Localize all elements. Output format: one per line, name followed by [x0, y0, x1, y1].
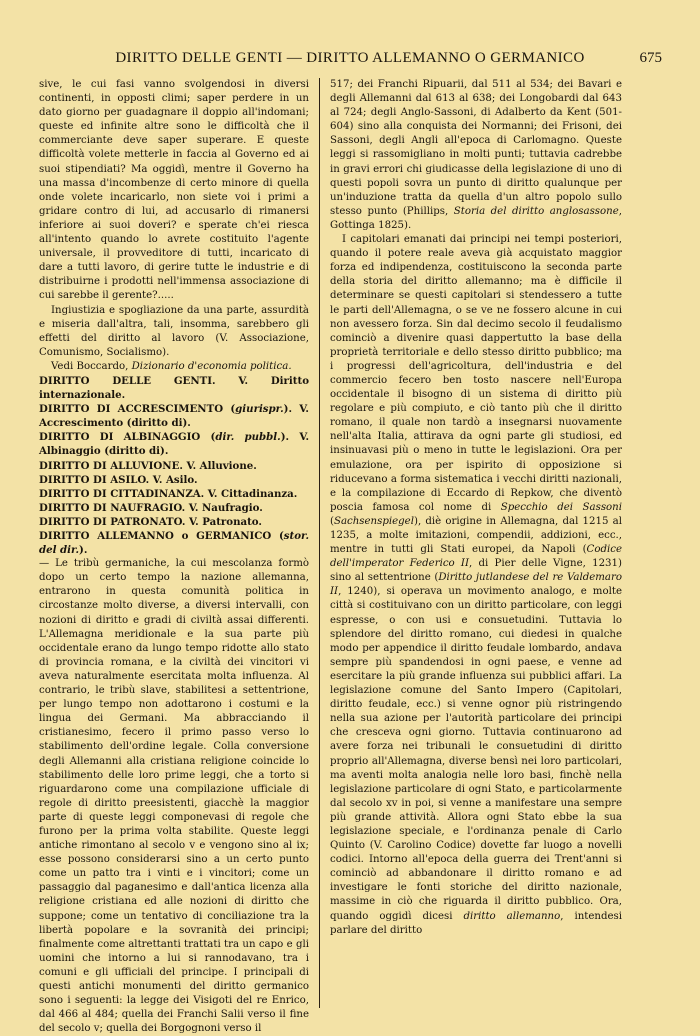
- entry-category: stor. del dir.: [39, 530, 309, 557]
- text-run: ), diè origine in Allemagna, dal 1215 al 1235, a molte imitazioni, compendii, addizioni, ecc., mentre in tutti gli Stati europei, da Napoli (: [330, 515, 622, 556]
- paragraph: Ingiustizia e spogliazione da una parte, assurdità e miseria dall'altra, tali, insomma, sarebbero gli effetti del diritto al lavoro (V. Associazione, Comunismo, Socialismo).: [39, 304, 309, 358]
- paragraph: [330, 233, 622, 938]
- reference-paragraph: [39, 360, 309, 374]
- dictionary-entry: DIRITTO DI NAUFRAGIO. V. Naufragio.: [39, 501, 263, 514]
- text-run: , intendesi parlare del diritto: [330, 910, 622, 936]
- entry-ref: ). V. Accrescimento (diritto di).: [39, 403, 309, 430]
- entry-category: giurispr.: [235, 403, 284, 416]
- dictionary-entry: DIRITTO DI ALLUVIONE. V. Alluvione.: [39, 459, 257, 472]
- right-column: [330, 78, 622, 1018]
- dictionary-entry: DIRITTO DI CITTADINANZA. V. Cittadinanza.: [39, 487, 298, 500]
- paragraph: [330, 78, 622, 233]
- book-title: Sachsenspiegel: [333, 515, 414, 527]
- text-run: (: [330, 515, 334, 527]
- column-divider: [319, 78, 320, 1008]
- text-run: , 1240), si operava un movimento analogo, e molte città si costituivano con un diritto particolare, con leggi espresse, o con usi e consuetudini. Tuttavia lo splendore del diritto romano, cui diedesi in qualche modo per appendice il diritto feudale lombardo, andava sempre più spandendosi in ogni paese, e venne ad esercitare la più grande influenza sui pubblici affari. La legislazione comune del Santo Impero (Capitolari, diritto feudale, ecc.) si venne ognor più ristringendo nella sua azione per l'autorità particolare dei principi che cresceva ogni giorno. Tuttavia continuarono ad avere forza nei tribunali le consuetudini di diritto proprio all'Allemagna, diverse bensì nei loro particolari, ma aventi molta analogia nelle loro basi, finchè nella legislazione particolare di ogni Stato, e particolarmente dal secolo xv in poi, si venne a manifestare una sempre più grande attività. Allora ogni Stato ebbe la sua legislazione speciale, e l'ordinanza penale di Carlo Quinto (V. Carolino Codice) dovette far luogo a novelli codici. Intorno all'epoca della guerra dei Trent'anni si cominciò ad abbandonare il diritto romano e ad investigare le fonti storiche del diritto nazionale, massime in ciò che riguarda il diritto pubblico. Ora, quando oggidì dicesi: [330, 586, 622, 922]
- running-title: DIRITTO DELLE GENTI — DIRITTO ALLEMANNO O GERMANICO: [115, 50, 585, 66]
- entry-category: dir. pubbl.: [215, 431, 281, 444]
- book-title: Codice dell'imperator Federico II: [330, 544, 622, 570]
- reference-text: Vedi Boccardo,: [51, 360, 132, 372]
- entry-ref: ).: [79, 544, 88, 557]
- book-title: Specchio dei Sassoni: [500, 501, 623, 513]
- text-run: 517; dei Franchi Ripuarii, dal 511 al 534; dei Bavari e degli Allemanni dal 613 al 638; dei Longobardi dal 643 al 724; degli Anglo-Sassoni, di Adalberto da Kent (501-604) sino alla conquista dei Normanni; dei Frisoni, dei Sassoni, degli Angli all'epoca di Carlomagno. Queste leggi si rassomigliano in molti punti; tuttavia cadrebbe in gravi errori chi giudicasse della legislazione di uno di questi popoli sovra un punto di diritto qualunque per un'induzione tratta da quella d'un altro popolo sullo stesso punto (Phillips,: [330, 79, 622, 217]
- entry-head: DIRITTO ALLEMANNO o GERMANICO (: [39, 530, 284, 542]
- text-run: , di Pier delle Vigne, 1231) sino al settentrione (: [330, 558, 622, 584]
- entry-ref: ). V. Albinaggio (diritto di).: [39, 431, 310, 458]
- book-title: Diritto jutlandese del re Valdemaro II: [330, 572, 623, 598]
- dictionary-entry: DIRITTO DI PATRONATO. V. Patronato.: [39, 515, 262, 528]
- left-column: [39, 78, 310, 1035]
- dictionary-entry: [39, 402, 309, 430]
- emphasis: diritto allemanno: [463, 910, 561, 922]
- book-title: Storia del diritto anglosassone: [453, 205, 619, 217]
- dictionary-entry: DIRITTO DI ASILO. V. Asilo.: [39, 473, 198, 486]
- reference-title: Dizionario d'economia politica.: [131, 360, 292, 372]
- paragraph: sive, le cui fasi vanno svolgendosi in diversi continenti, in opposti climi; saper perdere in un dato giorno per guadagnare il doppio all'indomani; queste ed infinite altre sono le difficoltà che il commerciante deve saper superare. E queste difficoltà volete metterle in faccia al Governo ed ai suoi stipendiati? Ma oggidì, mentre il Governo ha una massa d'incombenze di certo minore di quella onde volete incaricarlo, non siete voi i primi a gridare contro di lui, ad accusarlo di rimanersi inferiore ai suoi doveri? e sperate ch'ei riesca all'intento quando lo avrete costituito l'agente universale, il provveditore di tutti, incaricato di dare a tutti lavoro, di gerire tutte le industrie e di distribuirne i prodotti nell'immensa associazione di cui sarebbe il gerente?.....: [39, 79, 309, 302]
- dictionary-entry: DIRITTO DELLE GENTI. V. Diritto internazionale.: [39, 374, 309, 402]
- paragraph: — Le tribù germaniche, la cui mescolanza formò dopo un certo tempo la nazione allemanna, entrarono in questa comunità politica in circostanze molto diverse, a diversi intervalli, con nozioni di diritto e gradi di civiltà assai differenti. L'Allemagna meridionale e la sua parte più occidentale erano da lungo tempo ridotte allo stato di provincia romana, e la civiltà dei vincitori vi aveva naturalmente esercitata molta influenza. Al contrario, le tribù slave, stabilitesi a settentrione, per lungo tempo non adottarono i costumi e la lingua dei Germani. Ma abbracciando il cristianesimo, fecero il primo passo verso lo stabilimento dell'ordine legale. Colla conversione degli Allemanni alla cristiana religione coincide lo stabilimento delle loro prime leggi, che a torto si riguardarono come una compilazione ufficiale di regole di diritto preesistenti, giacchè la maggior parte di queste leggi componevasi di regole che furono per la prima volta stabilite. Queste leggi antiche rimontano al secolo v e vengono sino al ix; esse possono considerarsi sino a un certo punto come un patto tra i vinti e i vincitori; come un passaggio dal paganesimo e dall'antica licenza alla religione cristiana ed alle nozioni di diritto che suppone; come un tentativo di conciliazione tra la libertà popolare e la sovranità dei principi; finalmente come altrettanti trattati tra un capo e gli uomini che intorno a lui si rannodavano, tra i comuni e gli ufficiali del principe. I principali di questi antichi monumenti del diritto germanico sono i seguenti: la legge dei Visigoti del re Enrico, dal 466 al 484; quella dei Franchi Salii verso il fine del secolo v; quella dei Borgognoni verso il: [39, 558, 309, 1035]
- dictionary-entry: [39, 529, 309, 557]
- page-number: 675: [639, 50, 662, 66]
- text-run: , Gottinga 1825).: [330, 205, 622, 231]
- entry-head: DIRITTO DI ACCRESCIMENTO (: [39, 403, 236, 416]
- text-run: I capitolari emanati dai principi nei tempi posteriori, quando il potere reale aveva già acquistato maggior forza ed indipendenza, costituiscono la seconda parte della storia del diritto allemanno; ma è difficile il determinare se questi capitolari si stendessero a tutte le parti dell'Allemagna, o se ve ne fossero alcune in cui non avessero forza. Sin dal decimo secolo il feudalismo cominciò a divenire quasi dappertutto la base della proprietà territoriale e dello stesso diritto pubblico; ma i progressi dell'agricoltura, dell'industria e del commercio fecero ben tosto nascere nell'Europa occidentale il bisogno di un sistema di diritto più regolare e più compiuto, e ciò tanto più che il diritto romano, il quale non tardò a insegnarsi nuovamente nell'alta Italia, attirava da ogni parte gli studiosi, ed insinuavasi più o meno in tutte le legislazioni. Ora per emulazione, ora per ispirito di opposizione si riducevano a forma sistematica i vecchi diritti nazionali, e la compilazione di Eccardo di Repkow, che diventò poscia famosa col nome di: [330, 234, 622, 513]
- entry-head: DIRITTO DI ALBINAGGIO (: [39, 431, 216, 444]
- page-header: [0, 0, 700, 70]
- dictionary-entry: [39, 430, 309, 458]
